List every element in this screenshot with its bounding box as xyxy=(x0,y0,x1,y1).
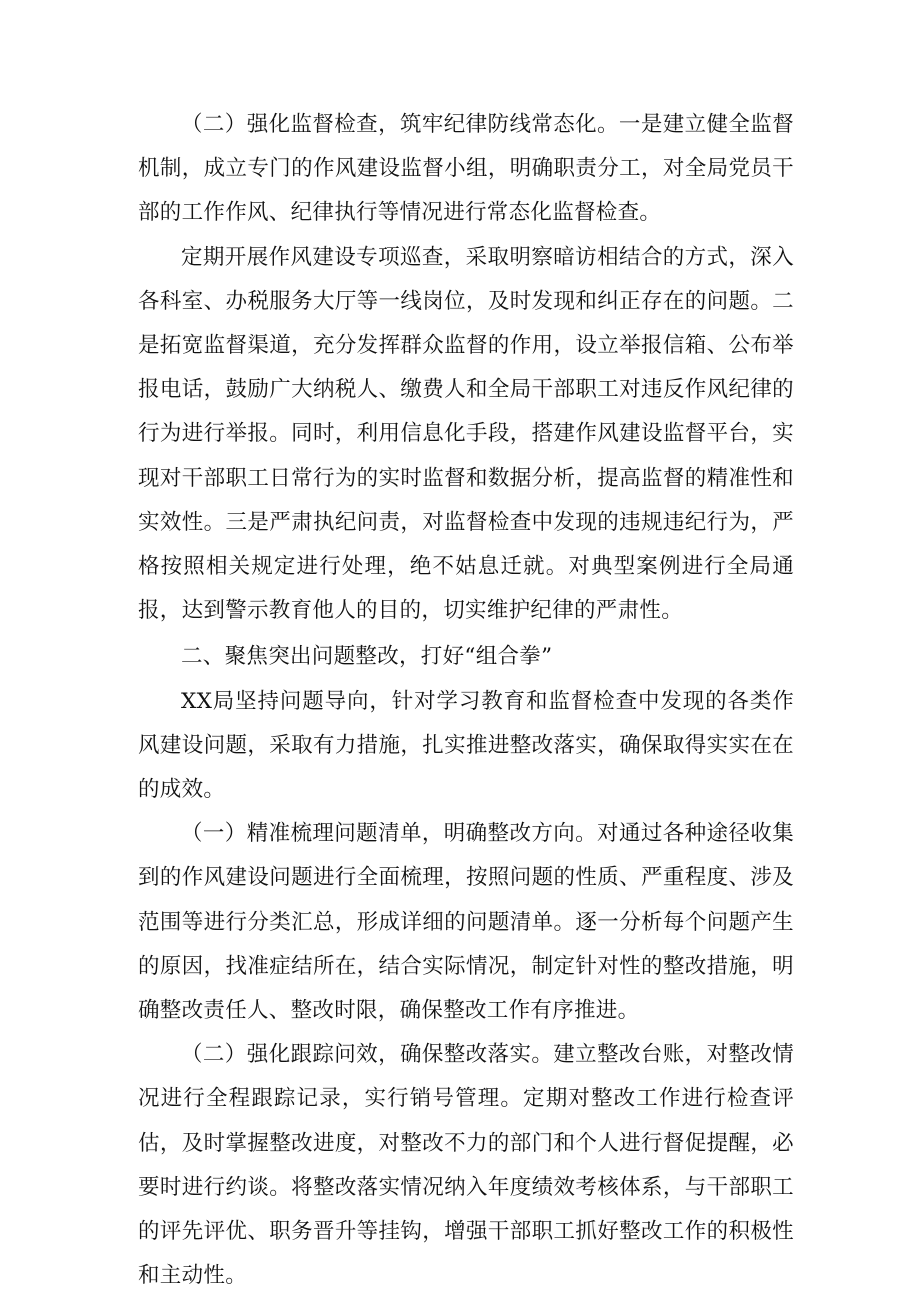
paragraph-problem-oriented: XX局坚持问题导向，针对学习教育和监督检查中发现的各类作风建设问题，采取有力措施，扎实推进整改落实，确保取得实实在在的成效。 xyxy=(138,688,794,803)
paragraph-special-patrol: 定期开展作风建设专项巡查，采取明察暗访相结合的方式，深入各科室、办税服务大厅等一线岗位，及时发现和纠正存在的问题。二是拓宽监督渠道，充分发挥群众监督的作用，设立举报信箱、公布举报电话，鼓励广大纳税人、缴费人和全局干部职工对违反作风纪律的行为进行举报。同时，利用信息化手段，搭建作风建设监督平台，实现对干部职工日常行为的实时监督和数据分析，提高监督的精准性和实效性。三是严肃执纪问责，对监督检查中发现的违规违纪行为，严格按照相关规定进行处理，绝不姑息迁就。对典型案例进行全局通报，达到警示教育他人的目的，切实维护纪律的严肃性。 xyxy=(138,244,794,624)
section-heading-rectification: 二、聚焦突出问题整改，打好“组合拳” xyxy=(181,644,553,670)
paragraph-problem-list: （一）精准梳理问题清单，明确整改方向。对通过各种途径收集到的作风建设问题进行全面梳理，按照问题的性质、严重程度、涉及范围等进行分类汇总，形成详细的问题清单。逐一分析每个问题产生的原因，找准症结所在，结合实际情况，制定针对性的整改措施，明确整改责任人、整改时限，确保整改工作有序推进。 xyxy=(138,821,794,1024)
paragraph-tracking-accountability: （二）强化跟踪问效，确保整改落实。建立整改台账，对整改情况进行全程跟踪记录，实行销号管理。定期对整改工作进行检查评估，及时掌握整改进度，对整改不力的部门和个人进行督促提醒，必要时进行约谈。将整改落实情况纳入年度绩效考核体系，与干部职工的评先评优、职务晋升等挂钩，增强干部职工抓好整改工作的积极性和主动性。 xyxy=(138,1042,794,1289)
document-body xyxy=(138,103,794,1298)
paragraph-supervision-inspection: （二）强化监督检查，筑牢纪律防线常态化。一是建立健全监督机制，成立专门的作风建设监督小组，明确职责分工，对全局党员干部的工作作风、纪律执行等情况进行常态化监督检查。 xyxy=(138,112,794,226)
